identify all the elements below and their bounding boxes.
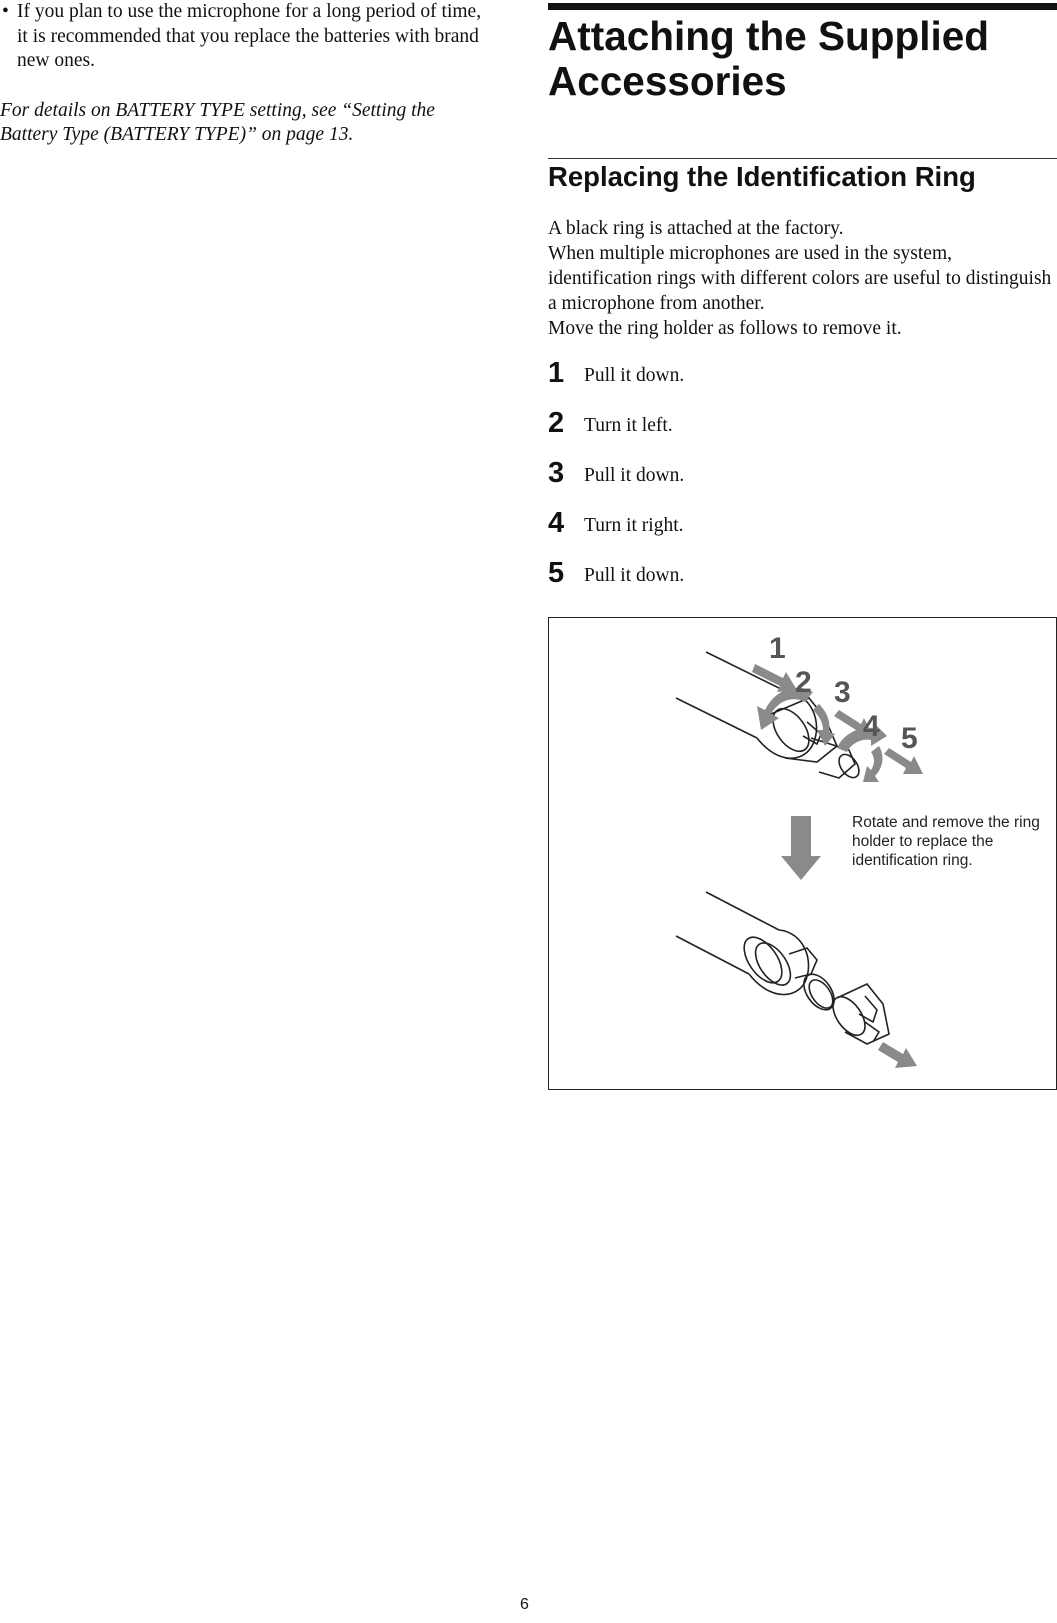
subsection-rule — [548, 158, 1057, 159]
intro-line: A black ring is attached at the factory. — [548, 218, 844, 239]
figure-label-4: 4 — [863, 710, 880, 743]
step-text: Pull it down. — [584, 465, 685, 486]
battery-tip-text: If you plan to use the microphone for a long period of time, it is recommended that you replace the batteries with brand new ones. — [17, 1, 482, 71]
intro-line: Move the ring holder as follows to remove it. — [548, 318, 902, 339]
step-number: 2 — [548, 407, 565, 439]
step-item — [548, 556, 1057, 606]
step-item — [548, 406, 1057, 456]
step-text: Turn it left. — [584, 415, 673, 436]
figure-label-5: 5 — [901, 722, 918, 755]
battery-type-note: For details on BATTERY TYPE setting, see “Setting the Battery Type (BATTERY TYPE)” on page 13. — [0, 99, 435, 145]
step-list — [548, 356, 1057, 606]
step-number: 3 — [548, 457, 565, 489]
subsection-title: Replacing the Identification Ring — [548, 161, 976, 192]
step-number: 1 — [548, 357, 565, 389]
step-item — [548, 356, 1057, 406]
step-number: 5 — [548, 557, 565, 589]
figure-label-1: 1 — [769, 632, 786, 665]
step-item — [548, 456, 1057, 506]
down-arrow-icon — [781, 816, 821, 880]
arrow-step-4b-icon — [863, 746, 882, 782]
ring-replacement-figure — [548, 617, 1057, 1090]
figure-caption: Rotate and remove the ring holder to replace the identification ring. — [852, 814, 1040, 869]
step-item — [548, 506, 1057, 556]
step-number: 4 — [548, 507, 565, 539]
section-title: Attaching the Supplied Accessories — [548, 13, 989, 104]
battery-tip — [0, 0, 492, 74]
intro-line: When multiple microphones are used in the system, identification rings with different colors are useful to distinguish a microphone from another. — [548, 243, 1052, 314]
ring-holder-out-arrow-icon — [878, 1042, 917, 1068]
step-text: Turn it right. — [584, 515, 684, 536]
page-number: 6 — [520, 1596, 529, 1613]
step-text: Pull it down. — [584, 365, 685, 386]
figure-label-2: 2 — [795, 666, 812, 699]
figure-label-3: 3 — [834, 676, 851, 709]
section-rule — [548, 3, 1057, 10]
bullet-icon: • — [2, 1, 9, 22]
left-column — [0, 0, 492, 167]
microphone-disassembled-icon — [676, 892, 889, 1044]
step-text: Pull it down. — [584, 565, 685, 586]
intro-paragraph — [548, 216, 1057, 341]
